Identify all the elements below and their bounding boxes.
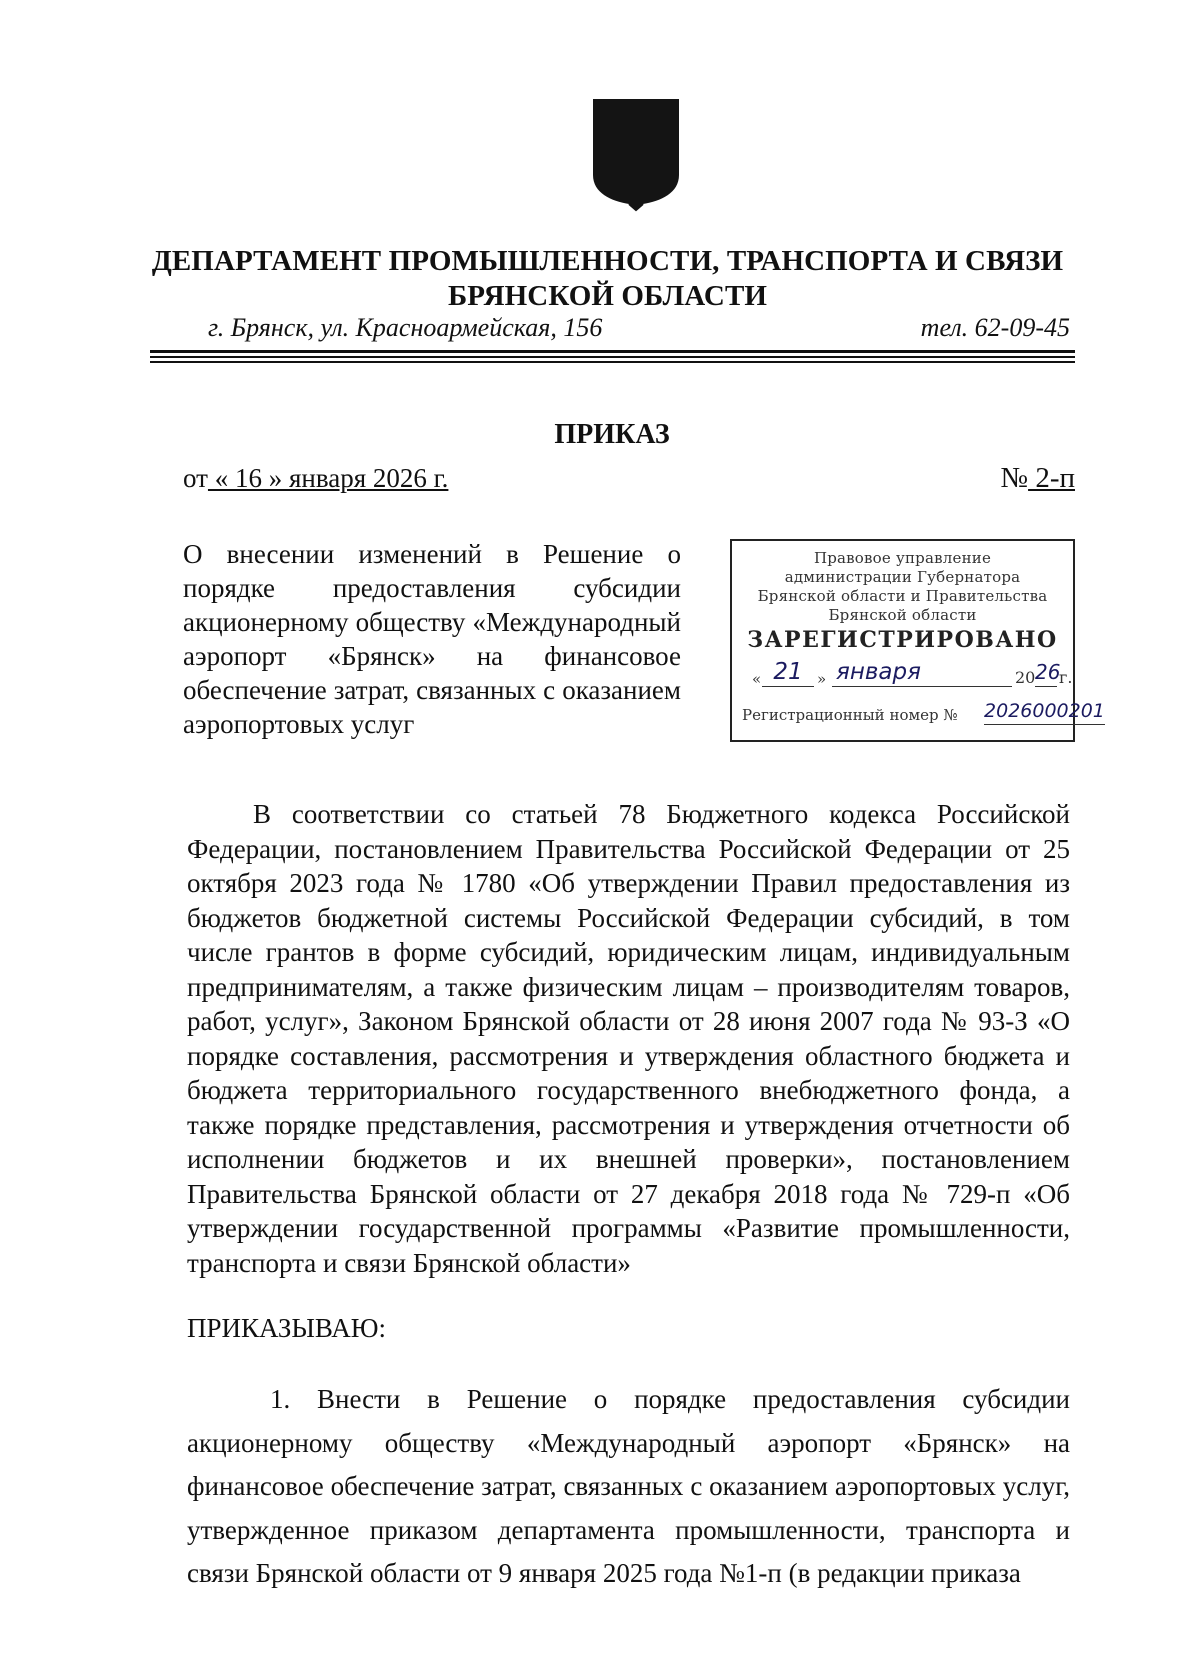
stamp-regnum-label: Регистрационный номер № — [742, 706, 958, 724]
header-rule-middle — [150, 356, 1075, 358]
registration-stamp — [730, 539, 1105, 742]
department-name-line2: БРЯНСКОЙ ОБЛАСТИ — [447, 280, 768, 312]
stamp-line-2: администрации Губернатора — [784, 568, 1021, 586]
stamp-open-quote: « — [752, 670, 762, 688]
stamp-handwritten-month: января — [832, 658, 1012, 687]
department-name-line1: ДЕПАРТАМЕНТ ПРОМЫШЛЕННОСТИ, ТРАНСПОРТА И СВЯЗИ — [151, 245, 1064, 277]
department-phone: тел. 62-09-45 — [920, 313, 1070, 342]
stamp-line-3: Брянской области и Правительства — [757, 587, 1048, 605]
stamp-registered-label: ЗАРЕГИСТРИРОВАНО — [747, 627, 1058, 653]
stamp-line-1: Правовое управление — [813, 549, 992, 567]
coat-of-arms-emblem — [591, 97, 681, 212]
stamp-regnum-value: 2026000201 — [984, 698, 1105, 725]
stamp-date — [732, 658, 1073, 692]
stamp-registration-number — [732, 698, 1105, 728]
order-item-1: 1. Внести в Решение о порядке предоставления субсидии акционерному обществу «Международный аэропорт «Брянск» на финансовое обеспечение затрат, связанных с оказанием аэропортовых услуг, утвержденное приказом департамента промышленности, транспорта и связи Брянской области от 9 января 2025 года №1-п (в редакции приказа — [187, 1384, 1070, 1588]
order-number — [1000, 462, 1075, 494]
order-subject: О внесении изменений в Решение о порядке предоставления субсидии акционерному обществу «Международный аэропорт «Брянск» на финансовое обеспечение затрат, связанных с оказанием аэропортовых услуг — [183, 539, 681, 739]
stamp-year-suffix: г. — [1059, 668, 1073, 687]
header-rule-thick — [150, 350, 1075, 353]
order-number-value: 2-п — [1028, 462, 1075, 494]
stamp-line-4: Брянской области — [828, 606, 977, 624]
order-number-prefix: № — [1000, 462, 1029, 494]
stamp-handwritten-year: 26 — [1035, 658, 1057, 687]
stamp-handwritten-day: 21 — [762, 658, 814, 687]
stamp-year-prefix: 20 — [1015, 668, 1036, 687]
order-date-prefix: от — [183, 463, 208, 493]
order-date-value: « 16 » января 2026 г. — [207, 463, 449, 493]
department-address: г. Брянск, ул. Красноармейская, 156 — [208, 313, 603, 342]
intro-paragraph: В соответствии со статьей 78 Бюджетного кодекса Российской Федерации, постановлением Правительства Российской Федерации от 25 октября 2023 года № 1780 «Об утверждении Правил предоставления из бюджетов бюджетной системы Российской Федерации субсидий, в том числе грантов в форме субсидий, юридическим лицам, индивидуальным предпринимателям, а также физическим лицам – производителям товаров, работ, услуг», Законом Брянской области от 28 июня 2007 года № 93-З «О порядке составления, рассмотрения и утверждения областного бюджета и бюджета территориального государственного внебюджетного фонда, а также порядке представления, рассмотрения и утверждения отчетности об исполнении бюджетов и их внешней проверки», постановлением Правительства Брянской области от 27 декабря 2018 года № 729-п «Об утверждении государственной программы «Развитие промышленности, транспорта и связи Брянской области» — [187, 799, 1070, 1278]
header-rule-thin — [150, 361, 1075, 363]
stamp-close-quote: » — [817, 670, 827, 688]
order-directive-word: ПРИКАЗЫВАЮ: — [187, 1313, 386, 1343]
order-title: ПРИКАЗ — [554, 419, 670, 450]
order-date — [183, 462, 448, 494]
